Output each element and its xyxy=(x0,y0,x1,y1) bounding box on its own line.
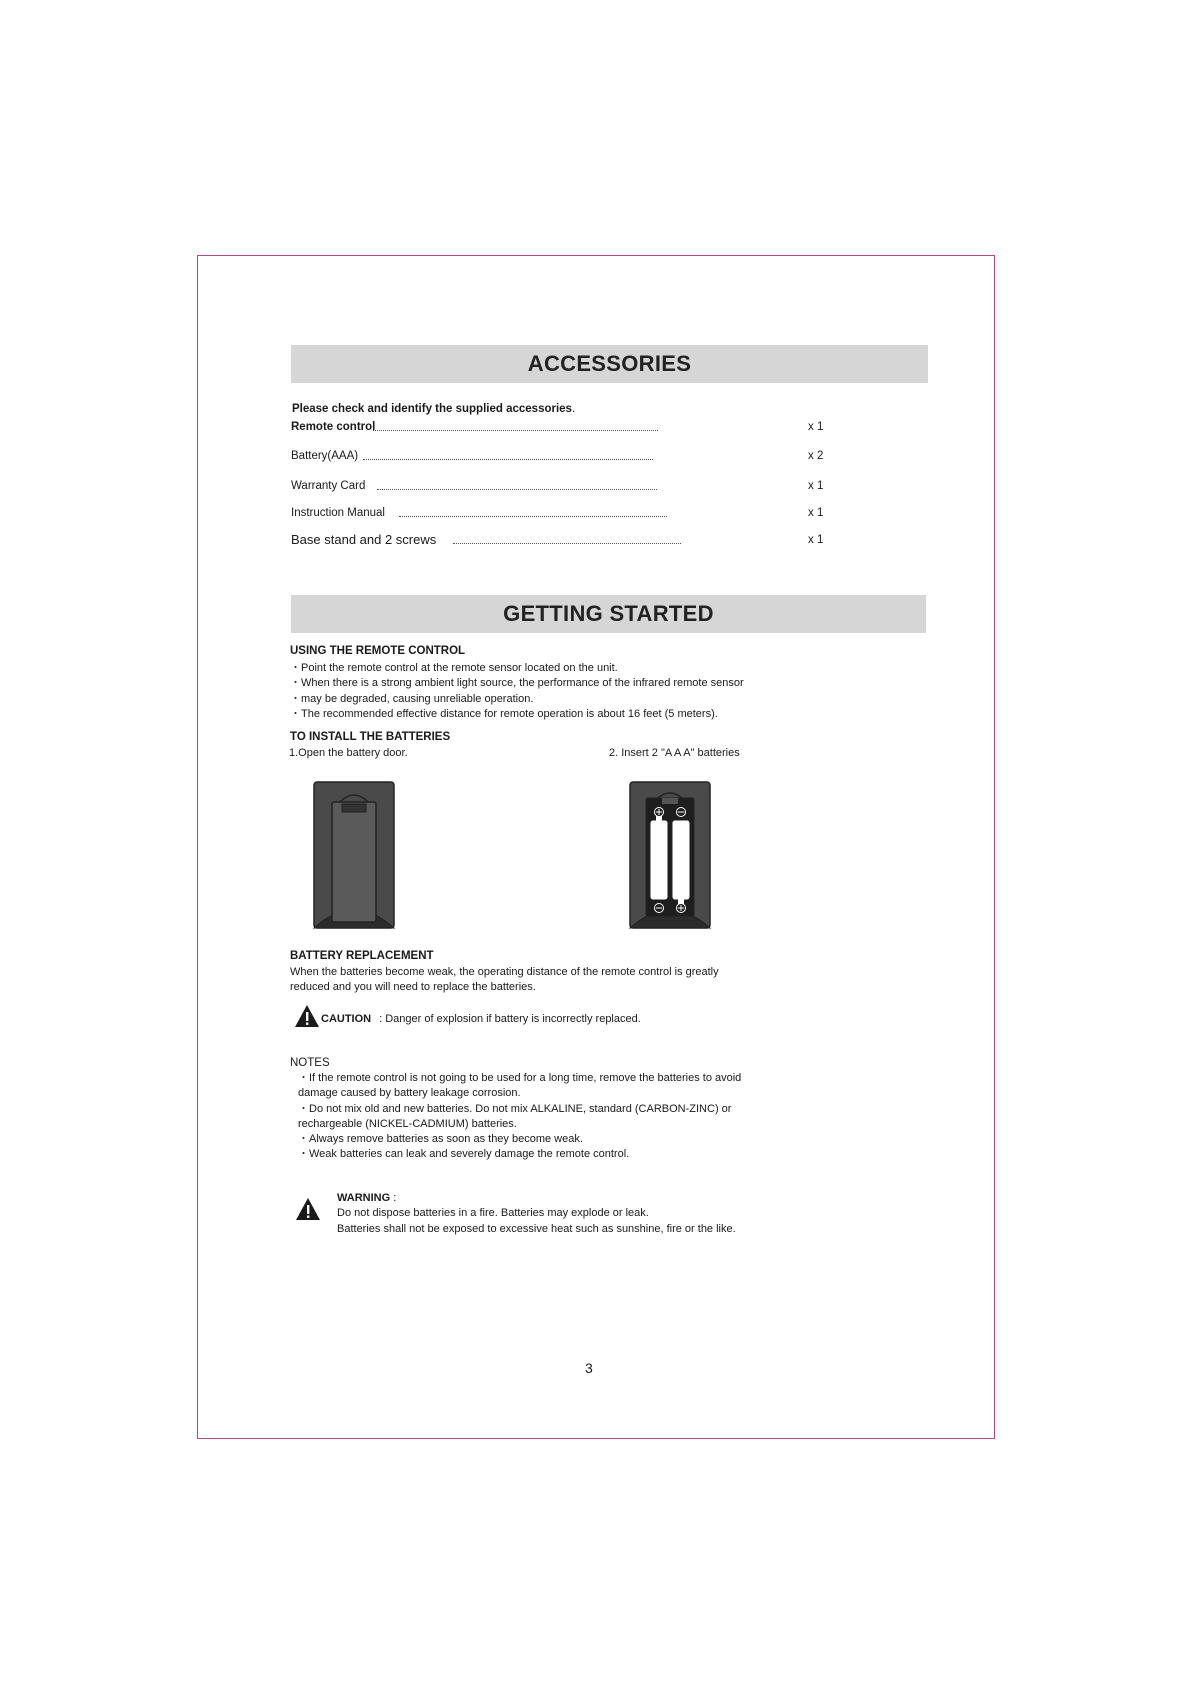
remote-bullet: ・When there is a strong ambient light source, the performance of the infrared remote sensor xyxy=(290,677,744,690)
notes-line: damage caused by battery leakage corrosion. xyxy=(298,1087,521,1100)
caution-label: CAUTION xyxy=(321,1013,372,1025)
leader-dots xyxy=(373,430,658,431)
notes-line: ・Do not mix old and new batteries. Do not mix ALKALINE, standard (CARBON-ZINC) or xyxy=(298,1102,732,1115)
getting-started-title: GETTING STARTED xyxy=(503,601,714,626)
notes-list xyxy=(298,1071,741,1163)
accessory-row xyxy=(291,507,831,523)
remote-bullet: ・may be degraded, causing unreliable operation. xyxy=(290,692,534,705)
warning-triangle-icon xyxy=(294,1004,320,1028)
warning-triangle-icon xyxy=(295,1197,321,1221)
replacement-text xyxy=(290,965,719,996)
accessories-intro xyxy=(292,403,575,415)
install-step-1: 1.Open the battery door. xyxy=(289,747,408,759)
replacement-heading: BATTERY REPLACEMENT xyxy=(290,950,434,962)
accessory-qty: x 2 xyxy=(808,450,824,462)
accessories-banner xyxy=(291,345,928,383)
remote-bullets xyxy=(290,661,744,722)
warning-line: Do not dispose batteries in a fire. Batteries may explode or leak. xyxy=(337,1207,649,1220)
accessory-qty: x 1 xyxy=(808,507,824,519)
leader-dots xyxy=(399,516,667,517)
accessories-intro-end: . xyxy=(571,403,576,415)
caution-text: : Danger of explosion if battery is incorrectly replaced. xyxy=(379,1013,641,1025)
accessory-qty: x 1 xyxy=(808,480,824,492)
warning-heading xyxy=(337,1191,736,1206)
notes-line: ・Weak batteries can leak and severely damage the remote control. xyxy=(298,1148,630,1161)
remote-batteries-inserted-illustration xyxy=(628,780,712,930)
accessory-qty: x 1 xyxy=(808,421,824,433)
warning-label-suffix: : xyxy=(390,1192,397,1204)
leader-dots xyxy=(453,543,681,544)
accessory-name: Remote control xyxy=(291,421,376,433)
leader-dots xyxy=(363,459,653,460)
remote-bullet: ・Point the remote control at the remote sensor located on the unit. xyxy=(290,662,618,674)
warning-line: Batteries shall not be exposed to excessive heat such as sunshine, fire or the like. xyxy=(337,1222,736,1235)
accessory-row xyxy=(291,421,831,437)
caution-line xyxy=(321,1012,641,1027)
accessory-row xyxy=(291,450,831,466)
accessory-qty: x 1 xyxy=(808,534,824,546)
accessory-name: Instruction Manual xyxy=(291,507,385,519)
replacement-line: reduced and you will need to replace the batteries. xyxy=(290,981,536,994)
notes-line: ・Always remove batteries as soon as they become weak. xyxy=(298,1133,583,1146)
page-number: 3 xyxy=(585,1360,593,1376)
accessory-row xyxy=(291,480,831,496)
notes-heading: NOTES xyxy=(290,1057,330,1069)
warning-label: WARNING xyxy=(337,1192,391,1204)
replacement-line: When the batteries become weak, the operating distance of the remote control is greatly xyxy=(290,966,719,978)
notes-line: ・If the remote control is not going to be used for a long time, remove the batteries to avoid xyxy=(298,1072,742,1084)
notes-line: rechargeable (NICKEL-CADMIUM) batteries. xyxy=(298,1117,517,1130)
remote-bullet: ・The recommended effective distance for remote operation is about 16 feet (5 meters). xyxy=(290,707,718,720)
remote-heading: USING THE REMOTE CONTROL xyxy=(290,645,466,657)
getting-started-banner xyxy=(291,595,926,633)
remote-battery-door-closed-illustration xyxy=(312,780,396,930)
accessories-title: ACCESSORIES xyxy=(527,351,692,376)
accessory-name: Base stand and 2 screws xyxy=(291,532,437,547)
install-step-2: 2. Insert 2 "A A A" batteries xyxy=(609,747,740,759)
leader-dots xyxy=(377,489,657,490)
accessories-intro-text: Please check and identify the supplied accessories xyxy=(292,403,572,415)
install-heading: TO INSTALL THE BATTERIES xyxy=(290,731,451,743)
accessory-row xyxy=(291,532,831,548)
accessory-name: Battery(AAA) xyxy=(291,450,359,462)
accessory-name: Warranty Card xyxy=(291,480,366,492)
warning-block xyxy=(337,1191,736,1237)
